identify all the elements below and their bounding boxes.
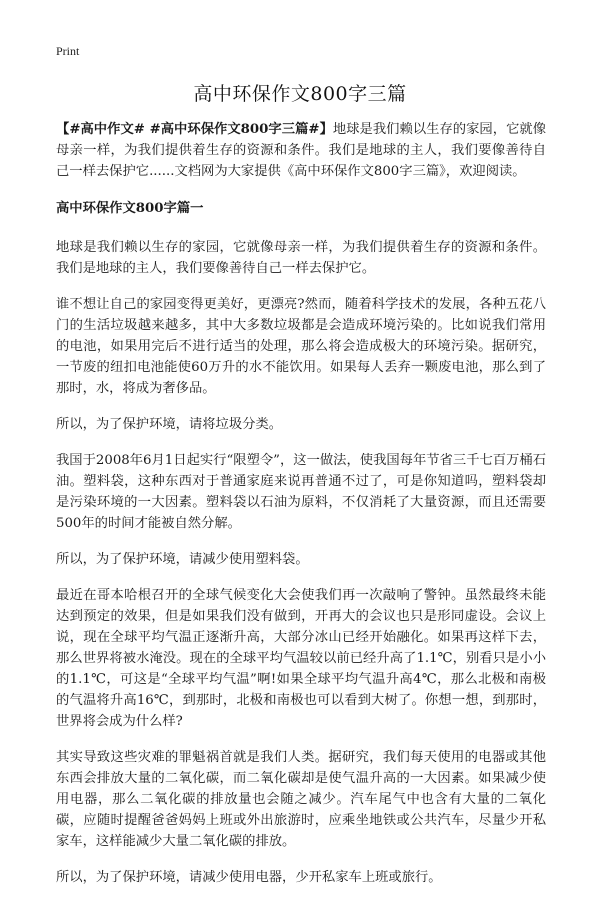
intro-tags: 【#高中作文# #高中环保作文800字三篇#】 [56,122,333,137]
section-heading: 高中环保作文800字篇一 [56,201,204,216]
paragraph: 所以，为了保护环境，请将垃圾分类。 [56,417,283,432]
paragraph: 其实导致这些灾难的罪魁祸首就是我们人类。据研究，我们每天使用的电器或其他东西会排放大量的二氧化碳，而二氧化碳却是使气温升高的一大因素。如果减少使用电器，那么二氧化碳的排放量也会随之减少。汽车尾气中也含有大量的二氧化碳，应随时提醒爸爸妈妈上班或外出旅游时，应乘坐地铁或公共汽车，尽量少开私家车，这样能减少大量二氧化碳的排放。 [56,750,546,849]
article-body [56,119,546,903]
paragraph: 所以，为了保护环境，请减少使用塑料袋。 [56,552,309,567]
paragraph: 所以，为了保护环境，请减少使用电器，少开私家车上班或旅行。 [56,870,442,885]
page-title: 高中环保作文800字三篇 [193,83,407,105]
paragraph: 谁不想让自己的家园变得更美好，更漂亮?然而，随着科学技术的发展，各种五花八门的生活垃圾越来越多，其中大多数垃圾都是会造成环境污染的。比如说我们常用的电池，如果用完后不进行适当的处理，那么将会造成极大的环境污染。据研究，一节废的纽扣电池能使60万升的水不能饮用。如果每人丢弃一颗废电池，那么到了那时，水，将成为奢侈品。 [56,297,546,396]
paragraph: 地球是我们赖以生存的家园，它就像母亲一样，为我们提供着生存的资源和条件。我们是地球的主人，我们要像善待自己一样去保护它。 [56,240,546,276]
print-link[interactable]: Print [56,44,80,58]
paragraph: 最近在哥本哈根召开的全球气候变化大会使我们再一次敲响了警钟。虽然最终未能达到预定的效果，但是如果我们没有做到，开再大的会议也只是形同虚设。会议上说，现在全球平均气温正逐渐升高，大部分冰山已经开始融化。如果再这样下去，那么世界将被水淹没。现在的全球平均气温较以前已经升高了1.1℃，别看只是小小的1.1℃，可这是“全球平均气温”啊!如果全球平均气温升高4℃，那么北极和南极的气温将升高16℃，到那时，北极和南极也可以看到大树了。你想一想，到那时，世界将会成为什么样? [56,588,546,729]
paragraph: 我国于2008年6月1日起实行“限塑令”，这一做法，使我国每年节省三千七百万桶石油。塑料袋，这种东西对于普通家庭来说再普通不过了，可是你知道吗，塑料袋却是污染环境的一大因素。塑料袋以石油为原料，不仅消耗了大量资源，而且还需要500年的时间才能被自然分解。 [56,453,546,531]
intro-paragraph [56,119,546,182]
intro-text: 地球是我们赖以生存的家园，它就像母亲一样，为我们提供着生存的资源和条件。我们是地球的主人，我们要像善待自己一样去保护它......文档网为大家提供《高中环保作文800字三篇》，欢迎阅读。 [56,122,547,179]
